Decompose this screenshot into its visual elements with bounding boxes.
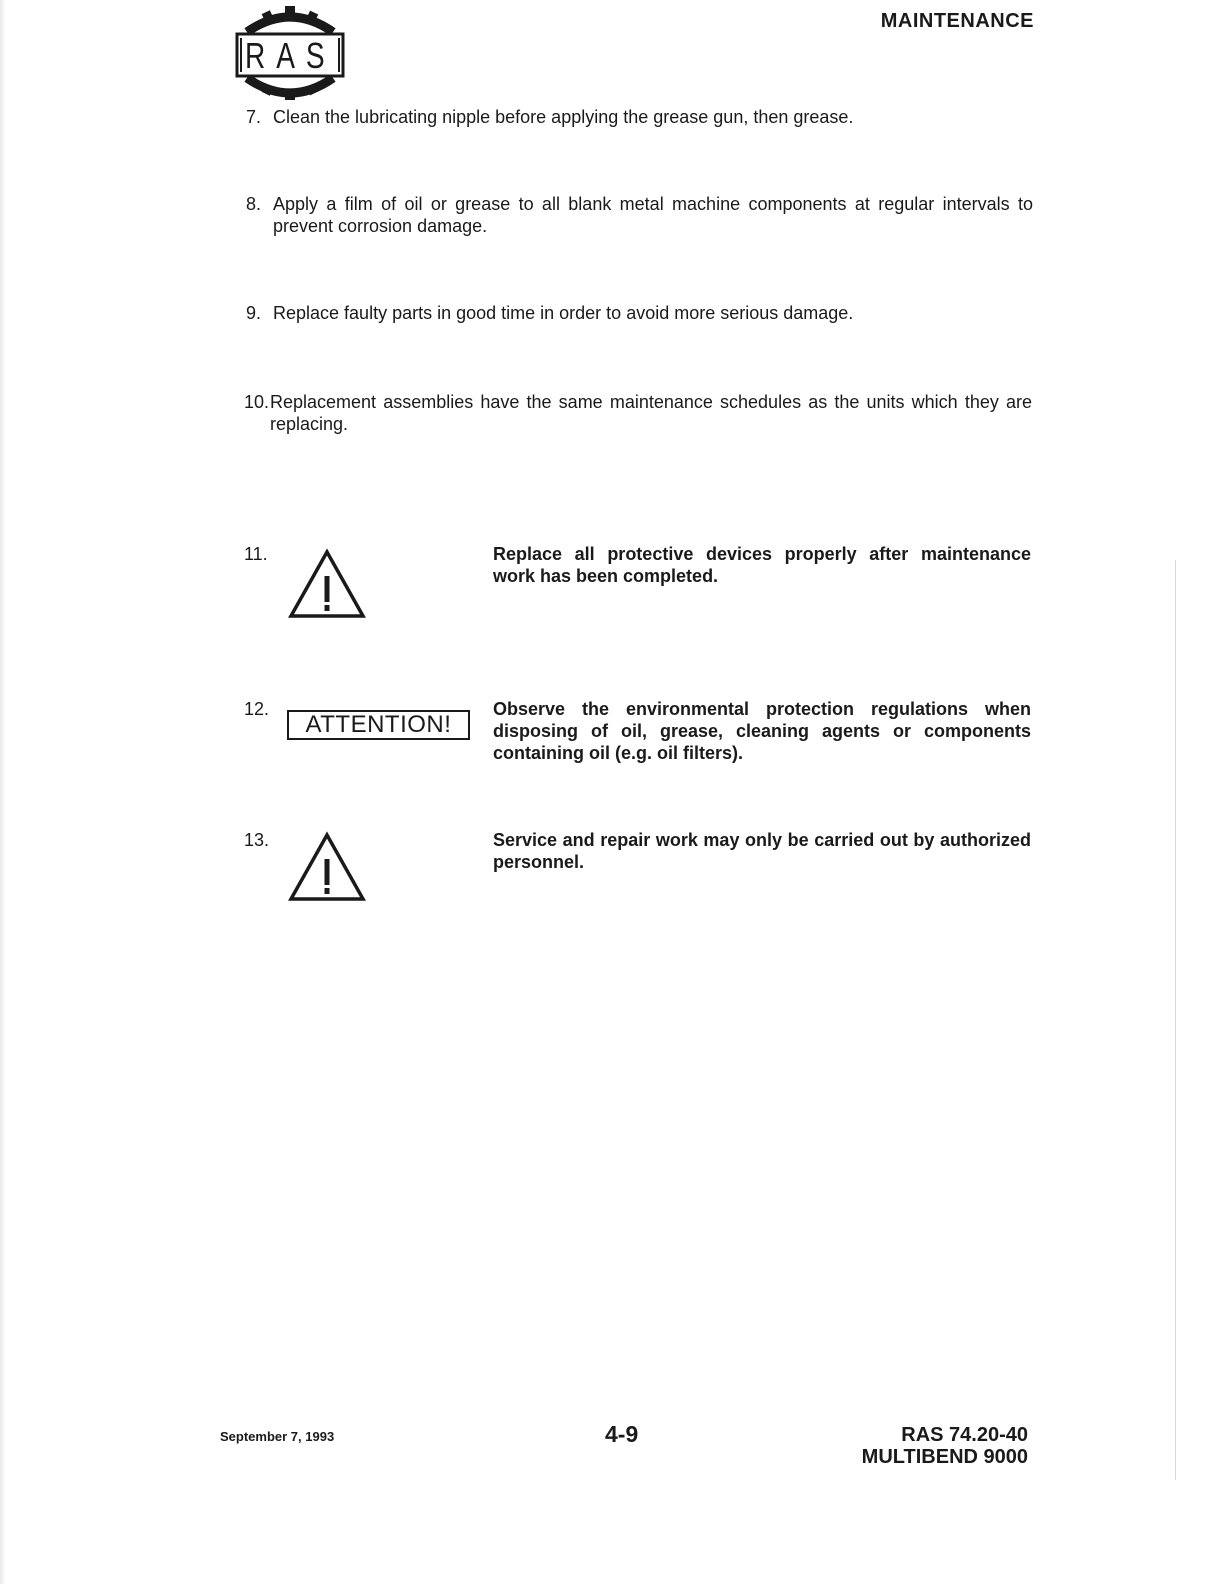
scan-edge-left	[0, 0, 6, 1584]
item-number: 8.	[246, 194, 262, 214]
footer-document-id	[862, 1424, 1028, 1468]
item-number: 7.	[246, 107, 262, 127]
section-title: MAINTENANCE	[880, 10, 1034, 32]
attention-text: Observe the environmental protection regulations when disposing of oil, grease, cleaning agents or components containing oil (e.g. oil filters).	[493, 699, 1031, 763]
item-number: 10.	[244, 392, 270, 412]
item-text: Replacement assemblies have the same maintenance schedules as the units which they are replacing.	[270, 392, 1032, 434]
item-text: Apply a film of oil or grease to all blank metal machine components at regular intervals to prevent corrosion damage.	[273, 194, 1033, 236]
warning-triangle-icon	[287, 831, 367, 903]
item-text: Clean the lubricating nipple before applying the grease gun, then grease.	[273, 107, 854, 127]
doc-number: RAS 74.20-40	[901, 1424, 1028, 1446]
logo-text: RAS	[245, 35, 336, 76]
scan-edge-right	[1175, 560, 1176, 1480]
product-name: MULTIBEND 9000	[861, 1446, 1028, 1468]
warning-text: Replace all protective devices properly after maintenance work has been completed.	[493, 544, 1031, 586]
footer-date: September 7, 1993	[220, 1429, 335, 1444]
item-text: Replace faulty parts in good time in order to avoid more serious damage.	[273, 303, 854, 323]
item-number: 11.	[244, 544, 268, 564]
attention-label: ATTENTION!	[287, 710, 470, 740]
item-number: 9.	[246, 303, 262, 323]
item-number: 13.	[244, 830, 270, 850]
page-number: 4-9	[605, 1421, 639, 1447]
item-number: 12.	[244, 699, 270, 719]
warning-triangle-icon	[287, 548, 367, 620]
warning-text: Service and repair work may only be carried out by authorized personnel.	[493, 830, 1031, 872]
